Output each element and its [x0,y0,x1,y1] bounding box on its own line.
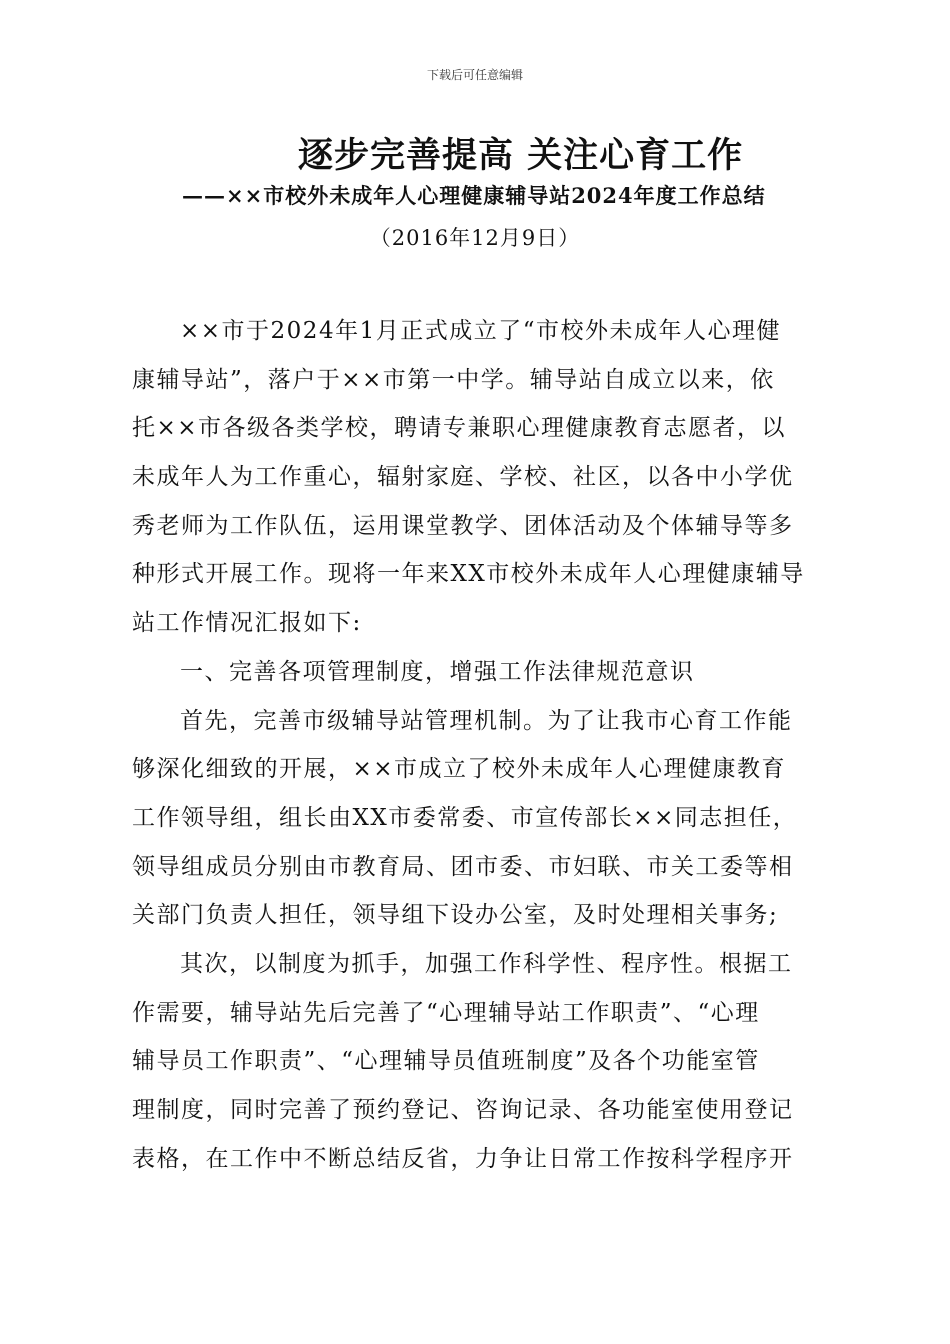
paragraph-line: 工作领导组，组长由XX市委常委、市宣传部长××同志担任， [132,804,798,831]
paragraph-line: 未成年人为工作重心，辐射家庭、学校、社区，以各中小学优 [132,464,794,491]
paragraph-line: 够深化细致的开展，××市成立了校外未成年人心理健康教育 [132,756,787,783]
paragraph-line: 领导组成员分别由市教育局、团市委、市妇联、市关工委等相 [132,853,794,880]
paragraph-line: 康辅导站”，落户于××市第一中学。辅导站自成立以来，依 [132,366,775,393]
paragraph-line: ××市于2024年1月正式成立了“市校外未成年人心理健 [180,318,781,344]
document-body [132,307,832,1183]
paragraph-line: 其次，以制度为抓手，加强工作科学性、程序性。根据工 [180,950,793,977]
paragraph-line: 辅导员工作职责”、“心理辅导员值班制度”及各个功能室管 [132,1048,760,1075]
section-heading: 一、完善各项管理制度，增强工作法律规范意识 [180,658,695,685]
paragraph-line: 秀老师为工作队伍，运用课堂教学、团体活动及个体辅导等多 [132,512,794,539]
paragraph-line: 理制度，同时完善了预约登记、咨询记录、各功能室使用登记 [132,1097,794,1123]
paragraph-line: 托××市各级各类学校，聘请专兼职心理健康教育志愿者，以 [132,415,787,442]
paragraph-line: 种形式开展工作。现将一年来XX市校外未成年人心理健康辅导 [132,561,805,588]
paragraph-line: 首先，完善市级辅导站管理机制。为了让我市心育工作能 [180,707,793,734]
document-subtitle: ——××市校外未成年人心理健康辅导站2024年度工作总结 [182,183,766,208]
document-title: 逐步完善提高 关注心育工作 [298,135,744,176]
document-date: （2016年12月9日） [369,226,581,250]
paragraph-line: 表格，在工作中不断总结反省，力争让日常工作按科学程序开 [132,1145,794,1172]
paragraph-line: 站工作情况汇报如下: [132,610,362,637]
paragraph-line: 作需要，辅导站先后完善了“心理辅导站工作职责”、“心理 [132,999,760,1026]
header-note: 下载后可任意编辑 [426,68,523,82]
paragraph-line: 关部门负责人担任，领导组下设办公室，及时处理相关事务; [132,902,779,929]
